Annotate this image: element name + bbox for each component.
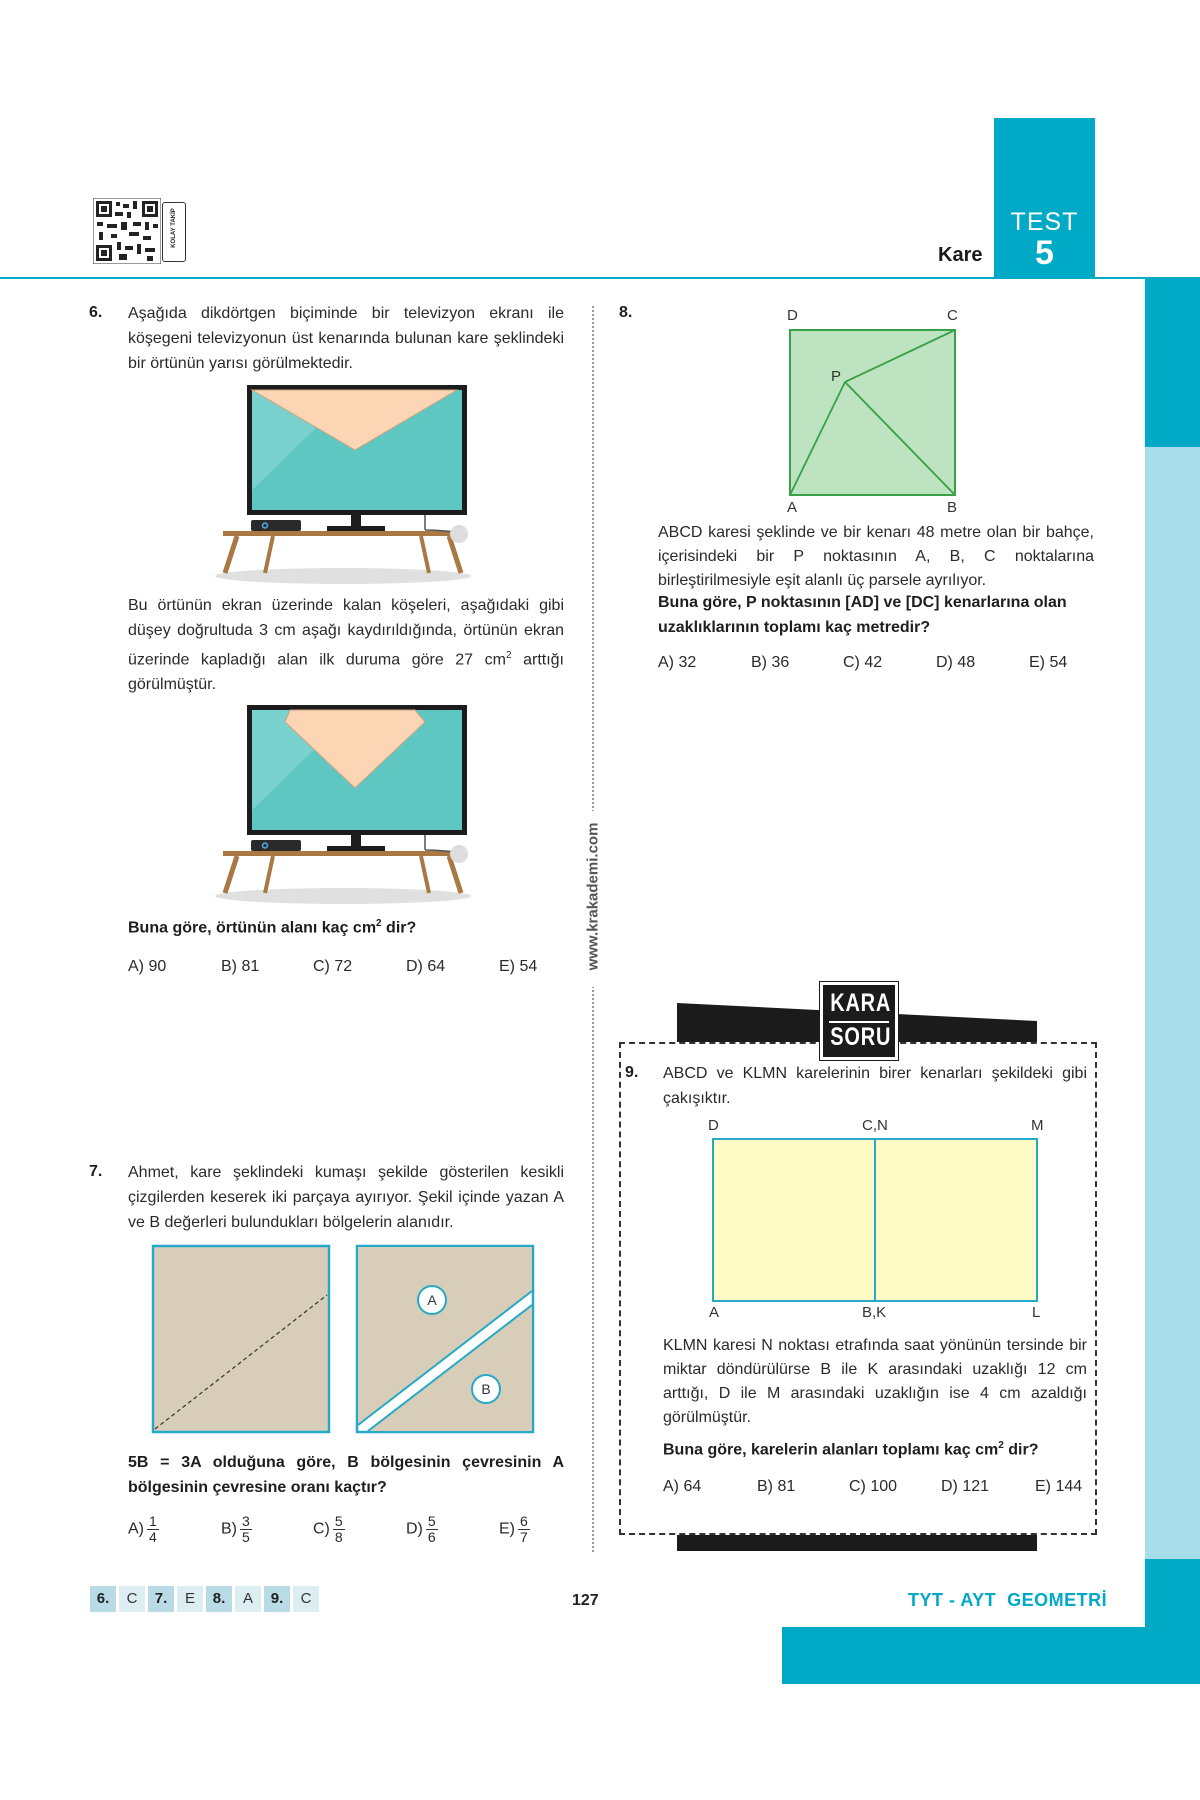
- q7-choice-c[interactable]: C) $\frac{5}{8}$: [313, 1513, 343, 1545]
- q8-choice-e[interactable]: E) 54: [1029, 654, 1068, 671]
- q8-text: ABCD karesi şeklinde ve bir kenarı 48 metre olan bir bahçe, içerisindeki bir P noktasının A, B, C noktalarına birleştirilmesiyle eşit alanlı üç parsele ayrılıyor.: [658, 524, 1094, 589]
- footer-brand: TYT - AYT GEOMETRİ: [908, 1590, 1108, 1610]
- q6-text: Aşağıda dikdörtgen biçiminde bir televizyon ekranı ile köşegeni televizyonun üst kenarında bulunan kare şeklindeki bir örtünün yarısı görülmektedir.: [128, 305, 564, 372]
- q8-choice-c[interactable]: C) 42: [843, 654, 883, 671]
- q9-question: Buna göre, karelerin alanları toplamı kaç $cm^2$ dir?: [663, 1440, 1039, 1459]
- label-a: A: [427, 1292, 437, 1308]
- q8-figure: [780, 320, 960, 500]
- q7-text: Ahmet, kare şeklindeki kumaşı şekilde gösterilen kesikli çizgilerden keserek iki parçaya ayırıyor. Şekil içinde yazan A ve B değerleri bulundukları bölgelerin alanıdır.: [128, 1164, 564, 1231]
- q6-choice-a[interactable]: A) 90: [128, 958, 167, 975]
- side-bar-dark: [1145, 279, 1200, 447]
- q7-question: 5B = 3A olduğuna göre, B bölgesinin çevresinin A bölgesinin çevresine oranı kaçtır?: [128, 1454, 564, 1496]
- q9-point-l: L: [1032, 1304, 1041, 1321]
- key-num-9: 9.: [264, 1586, 290, 1612]
- q9-choice-e[interactable]: E) 144: [1035, 1478, 1083, 1495]
- q8-choice-b[interactable]: B) 36: [751, 654, 790, 671]
- q7-choice-b-frac: $\frac{3}{5}$: [242, 1513, 250, 1545]
- q8-question: Buna göre, P noktasının [AD] ve [DC] kenarlarına olan uzaklıklarının toplamı kaç metredir?: [658, 594, 1067, 636]
- tv1-shadow: [215, 568, 471, 584]
- q9-choice-d[interactable]: D) 121: [941, 1478, 990, 1495]
- label-b: B: [481, 1381, 491, 1397]
- q6-number: 6.: [89, 304, 103, 321]
- q7-choice-e[interactable]: E) $\frac{6}{7}$: [499, 1513, 528, 1545]
- q9-choice-a[interactable]: A) 64: [663, 1478, 702, 1495]
- qr-code[interactable]: [93, 198, 161, 264]
- q9-point-cn: C,N: [862, 1117, 888, 1134]
- tv2-base: [327, 846, 385, 851]
- footer-bar: [782, 1627, 1200, 1684]
- q9-figure: [710, 1136, 1044, 1304]
- q7-number: 7.: [89, 1163, 103, 1180]
- tv2-shadow: [215, 888, 471, 904]
- tv-figure-1: [195, 380, 495, 590]
- tv2-stand: [351, 835, 361, 847]
- key-ans-6: C: [119, 1586, 145, 1612]
- tv1-stand: [351, 515, 361, 527]
- q9-square-klmn: [875, 1139, 1037, 1301]
- key-ans-7: E: [177, 1586, 203, 1612]
- q8-point-p: P: [831, 368, 842, 385]
- q9-text2: KLMN karesi N noktası etrafında saat yönünün tersinde bir miktar döndürülürse B ile K arasındaki uzaklığı 12 cm arttığı, D ile M arasındaki uzaklığın ise 4 cm azaldığı görülmüştür.: [663, 1337, 1087, 1426]
- q7-choice-c-frac: $\frac{5}{8}$: [334, 1513, 343, 1545]
- q7-choice-b[interactable]: B) $\frac{3}{5}$: [221, 1513, 250, 1545]
- q7-choice-d-frac: $\frac{5}{6}$: [427, 1513, 436, 1545]
- q8-point-a: A: [787, 499, 798, 516]
- key-num-6: 6.: [90, 1586, 116, 1612]
- fabric-figure: [150, 1243, 536, 1435]
- side-url: [580, 811, 606, 987]
- q8-point-c: C: [947, 307, 958, 324]
- q8-number: 8.: [619, 304, 633, 321]
- q9-number: 9.: [625, 1064, 639, 1081]
- side-bar-bottom: [1145, 1559, 1200, 1627]
- q9-point-d: D: [708, 1117, 719, 1134]
- q8-choice-a[interactable]: A) 32: [658, 654, 697, 671]
- qr-tab: [162, 202, 186, 262]
- q9-point-a: A: [709, 1304, 720, 1321]
- q7-choice-a-frac: $\frac{1}{4}$: [149, 1513, 157, 1545]
- key-num-7: 7.: [148, 1586, 174, 1612]
- q6-text2: Bu örtünün ekran üzerinde kalan köşeleri, aşağıdaki gibi düşey doğrultuda 3 cm aşağı kaydırıldığında, örtünün ekran üzerinde kapladığı alan ilk duruma göre 27 $cm^2$ arttığı görülmüştür.: [128, 597, 564, 694]
- key-num-8: 8.: [206, 1586, 232, 1612]
- test-label: TEST: [1010, 208, 1079, 236]
- kara-soru-line2: SORU: [830, 1023, 892, 1051]
- q6-choice-b[interactable]: B) 81: [221, 958, 260, 975]
- header-line: [0, 277, 1200, 279]
- q9-square-abcd: [713, 1139, 875, 1301]
- q9-point-m: M: [1031, 1117, 1044, 1134]
- q7-choice-d[interactable]: D) $\frac{5}{6}$: [406, 1513, 436, 1545]
- fabric-square: [153, 1246, 329, 1432]
- q9-choice-b[interactable]: B) 81: [757, 1478, 796, 1495]
- tv-figure-2: [195, 700, 495, 910]
- tv2-receiver: [251, 840, 301, 851]
- test-number: 5: [1035, 234, 1054, 272]
- q6-choice-d[interactable]: D) 64: [406, 958, 446, 975]
- key-ans-9: C: [293, 1586, 319, 1612]
- q9-text: ABCD ve KLMN karelerinin birer kenarları şekildeki gibi çakışıktır.: [663, 1065, 1087, 1107]
- topic-title: Kare: [938, 244, 983, 266]
- side-bar-light: [1145, 447, 1200, 1559]
- q7-choice-e-frac: $\frac{6}{7}$: [520, 1513, 528, 1545]
- q6-question: Buna göre, örtünün alanı kaç $cm^2$ dir?: [128, 918, 417, 937]
- q8-choice-d[interactable]: D) 48: [936, 654, 976, 671]
- q6-choice-e[interactable]: E) 54: [499, 958, 538, 975]
- page-number: 127: [572, 1592, 599, 1609]
- test-badge: [994, 118, 1095, 277]
- q8-point-d: D: [787, 307, 798, 324]
- q7-choice-a[interactable]: A) $\frac{1}{4}$: [128, 1513, 157, 1545]
- q8-point-b: B: [947, 499, 958, 516]
- tv1-receiver: [251, 520, 301, 531]
- qr-tab-label: KOLAY TAKİP: [171, 208, 177, 248]
- key-ans-8: A: [235, 1586, 261, 1612]
- q9-bottom-bar: [677, 1533, 1037, 1551]
- side-url-text: www.krakademi.com: [584, 822, 602, 971]
- tv1-table-top: [223, 531, 463, 536]
- q9-point-bk: B,K: [862, 1304, 887, 1321]
- kara-soru-badge: [820, 982, 898, 1060]
- tv1-base: [327, 526, 385, 531]
- tv2-table-top: [223, 851, 463, 856]
- kara-soru-line1: KARA: [830, 989, 892, 1017]
- q6-choice-c[interactable]: C) 72: [313, 958, 353, 975]
- q9-choice-c[interactable]: C) 100: [849, 1478, 898, 1495]
